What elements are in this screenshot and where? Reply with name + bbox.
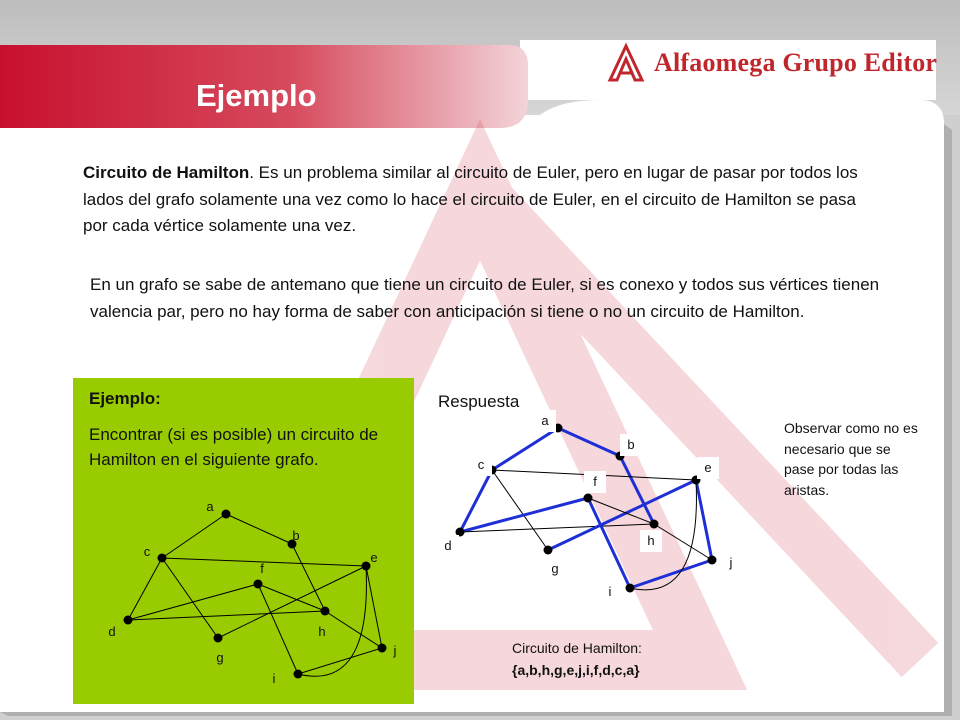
vertex-label-j: j [393, 643, 397, 658]
vertex-label-d: d [444, 538, 452, 553]
circuit-sequence: {a,b,h,g,e,j,i,f,d,c,a} [512, 662, 640, 678]
edge-a-b [558, 428, 620, 456]
edge-d-f [460, 498, 588, 532]
vertex-label-i: i [272, 671, 276, 686]
vertex-label-c: c [477, 457, 485, 472]
vertex-label-c: c [143, 544, 151, 559]
vertex-label-e: e [370, 550, 378, 565]
observation-text: Observar como no es necesario que se pase por todas las aristas. [784, 420, 918, 498]
vertex-j [708, 556, 717, 565]
vertex-label-b: b [292, 528, 300, 543]
vertex-label-a: a [206, 499, 214, 514]
example-text: Encontrar (si es posible) un circuito de Hamilton en el siguiente grafo. [89, 425, 379, 469]
circuit-label: Circuito de Hamilton: [512, 640, 642, 656]
term-hamilton: Circuito de Hamilton [83, 163, 250, 182]
edge-f-i [588, 498, 630, 588]
vertex-label-g: g [551, 561, 559, 576]
edge-j-i [630, 560, 712, 588]
paragraph-euler: En un grafo se sabe de antemano que tiene un circuito de Euler, si es conexo y todos sus vértices tienen valencia par, pero no hay forma de saber con anticipación si tiene o no un circuito de Hamilton. [90, 275, 880, 321]
vertex-label-h: h [318, 624, 326, 639]
answer-label: Respuesta [438, 392, 520, 411]
example-heading: Ejemplo: [89, 389, 161, 408]
vertex-label-e: e [704, 460, 712, 475]
edge-h-j [654, 524, 712, 560]
vertex-label-g: g [216, 650, 224, 665]
vertex-label-h: h [647, 533, 655, 548]
vertex-label-j: j [729, 555, 733, 570]
vertex-label-f: f [260, 561, 264, 576]
vertex-label-i: i [608, 584, 612, 599]
vertex-g [544, 546, 553, 555]
vertex-f [584, 494, 593, 503]
edge-a-c [492, 428, 558, 470]
vertex-i [626, 584, 635, 593]
edge-e-g [548, 480, 696, 550]
vertex-label-a: a [541, 413, 549, 428]
vertex-label-d: d [108, 624, 116, 639]
page-title: Ejemplo [196, 78, 317, 113]
vertex-label-b: b [627, 437, 635, 452]
vertex-label-f: f [593, 474, 597, 489]
brand-name: Alfaomega Grupo Editor [654, 48, 938, 77]
edge-c-d [460, 470, 492, 532]
edge-e-j [696, 480, 712, 560]
paragraph-hamilton-text: . Es un problema similar al circuito de Euler, pero en lugar de pasar por todos los lados del grafo solamente una vez como lo hace el circuito de Euler, en el circuito de Hamilton se pasa por cada vértice solamente una vez. [83, 163, 858, 235]
vertex-h [650, 520, 659, 529]
